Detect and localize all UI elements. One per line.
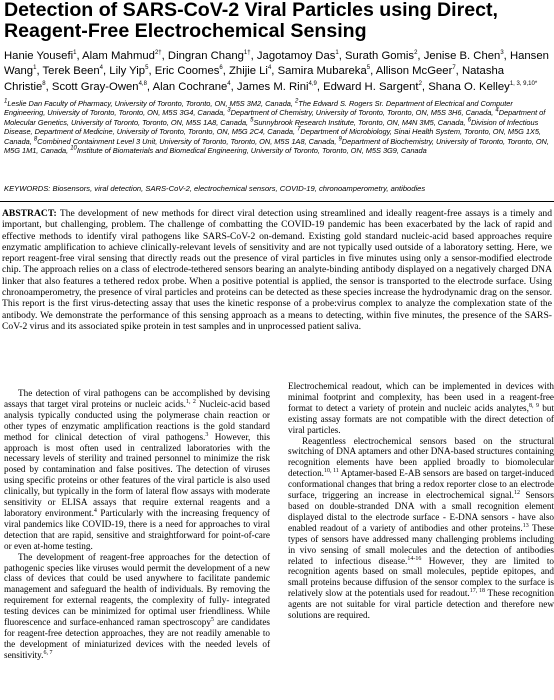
author-affiliation-mark: 2† [154, 50, 162, 57]
author-affiliation-mark: 7 [452, 65, 456, 72]
author-list: Hanie Yousefi$^1$, Alam Mahmud$^{2\dagger}$, Dingran Chang$^{1\dagger}$, Jagotamoy Das$^1$, Surath Gomis$^2$, Jenise B. Chen$^3$, Hansen Wang$^1$, Terek Been$^4$, Lily Yip$^5$, Eric Coomes$^6$, Zhijie Li$^4$, Samira Mubareka$^5$, Allison McGeer$^7$, Natasha Christie$^8$, Scott Gray-Owen$^{4,8}$, Alan Cochrane$^4$, James M. Rini$^{4,9}$, Edward H. Sargent$^2$, Shana O. Kelley$^{1, 3, 9,10*}$ [4, 50, 549, 93]
body-paragraph: The detection of viral pathogens can be accomplished by devising assays that target viral proteins or nucleic acids.$^{1, 2}$ Nucleic-acid based analysis typically conducted using the polymerase chain reaction or other types of enzymatic amplification reactions is the gold standard method for clinical detection of viral pathogens.$^3$ However, this approach is most often used in centralized laboratories with the necessary levels of sterility and trained personnel to minimize the risk posed by contamination and false positives. The detection of viruses using specific proteins or other features of the viral particle is also used clinically, but typically in the form of lateral flow assays with moderate sensitivity or ELISA assays that require external reagents and a laboratory environment.$^4$ Particularly with the increasing frequency of viral pandemics like COVID-19, there is a need for approaches to viral detection that are rapid, sensitive and straightforward for point-of-care or even at-home testing. [4, 388, 271, 551]
body-paragraph: Reagentless electrochemical sensors based on the structural switching of DNA aptamers and other DNA-based structures containing recognition elements have been applied broadly to biomolecular detection.$^{10, 11}$ Aptamer-based E-AB sensors are based on target-induced conformational changes that bring a redox reporter close to an electrode surface, triggering an increase in electrochemical signal.$^{12}$ Sensors based on double-stranded DNA with a small recognition element displayed distal to the electrode surface - E-DNA sensors - have also enabled readout of a variety of antibodies and other proteins.$^{13}$ These types of sensors have addressed many challenging problems including in vivo sensing of small molecules and the detection of antibodies related to infectious disease.$^{14-16}$ However, they are limited to recognition agents based on small molecules, peptide epitopes, and small proteins because diffusion of the sensor complex to the surface is relatively slow at the potentials used for readout.$^{17, 18}$ These recognition agents are not suitable for viral particle detection and therefore new solutions are required. [288, 435, 554, 621]
author-affiliation-mark: 1 [73, 50, 77, 57]
author-affiliation-mark: 4,9 [308, 81, 317, 88]
author-affiliation-mark: 5 [366, 65, 371, 72]
author-name: Hansen Wang [4, 50, 549, 78]
author-name: Samira Mubareka [277, 65, 367, 78]
affiliation-number: 9 [338, 136, 342, 143]
author-affiliation-mark: 6 [219, 65, 223, 72]
abstract-text: The development of new methods for direct viral detection using streamlined and ideally reagent-free assays is a timely and important, but challenging, problem. The challenge of combatting the COVID-19 pandemic has been exacerbated by the lack of rapid and effective methods to identify viral pathogens like SARS-CoV-2 on-demand. Existing gold standard nucleic-acid based approaches require enzymatic amplification to achieve clinically-relevant levels of sensitivity and are not typically used outside of a laboratory setting. Here, we report reagent-free viral sensing that directly reads out the presence of viral particles in five minutes using only a sensor-modified electrode chip. The approach relies on a class of electrode-tethered sensors bearing an analyte-binding antibody displayed on a negatively charged DNA linker that also features a tethered redox probe. When a positive potential is applied, the sensor is transported to the electrode surface. Using chronoamperometry, the presence of viral particles and proteins can be detected as these species increase the hydrodynamic drag on the sensor. This report is the first virus-detecting assay that uses the kinetic response of a probe:virus complex to analyze the complexation state of the antibody. We demonstrate the performance of this sensing approach as a means to detecting, within five minutes, the presence of the SARS-CoV-2 virus and its associated spike protein in test samples and in unprocessed patient saliva. [2, 208, 552, 332]
affiliation-text: Department of Microbiology, Sinai Health System, Toronto, ON, M5G 1X5, Canada, [4, 127, 541, 146]
affiliation-number: 7 [297, 126, 301, 133]
abstract [2, 208, 552, 332]
author-affiliation-mark: 1 [335, 50, 339, 57]
affiliation-text: Institute of Biomaterials and Biomedical Engineering, University of Toronto, Toronto, ON, M5S 3G9, Canada [76, 146, 427, 156]
author-name: Dingran Chang [167, 50, 244, 62]
author-affiliation-mark: 4 [227, 81, 231, 88]
body-column-right [288, 381, 554, 621]
keywords: KEYWORDS: Biosensors, viral detection, SARS-CoV-2, electrochemical sensors, COVID-19, chronoamperometry, antibodies [4, 184, 426, 193]
author-affiliation-mark: 4,8 [138, 81, 147, 88]
affiliation-number: 3 [227, 107, 231, 114]
affiliation-text: Department of Chemistry, University of Toronto, Toronto, ON, M5S 3H6, Canada, [230, 108, 496, 118]
author-name: Zhijie Li [229, 65, 268, 78]
author-affiliation-mark: 1 [33, 65, 37, 72]
author-name: Allison McGeer [375, 65, 453, 78]
body-paragraph: The development of reagent-free approaches for the detection of pathogenic species like viruses would permit the development of a new class of devices that could be used anywhere to facilitate pandemic management and safeguard the health of individuals. By removing the requirement for external reagents, the complexity of fully- integrated testing devices can be minimized for optimal user friendliness. While fluorescence and surface-enhanced raman spectroscopy$^5$ are candidates for reagent-free detection approaches, they are not readily amenable to the development of miniaturized devices with the needed levels of sensitivity.$^{6, 7}$ [4, 551, 270, 660]
author-affiliation-mark: 5 [145, 65, 149, 72]
author-name: Terek Been [42, 65, 100, 78]
author-name: Jagotamoy Das [256, 50, 336, 62]
author-affiliation-mark: 4 [99, 65, 104, 72]
author-name: Jenise B. Chen [423, 50, 501, 62]
affiliation-number: 2 [294, 98, 299, 105]
affiliations [4, 99, 550, 155]
author-affiliation-mark: 8 [42, 81, 46, 88]
affiliation-text: Department of Biochemistry, University of Toronto, Toronto, ON, M5G 1M1, Canada, [4, 136, 549, 156]
author-affiliation-mark: 1† [243, 50, 251, 57]
author-name: Lily Yip [109, 65, 146, 78]
affiliation-number: 10 [70, 145, 77, 152]
author-name: Alan Cochrane [152, 80, 228, 93]
affiliation-number: 6 [467, 117, 471, 124]
author-name: Edward H. Sargent [323, 80, 419, 93]
affiliation-text: Sunnybrook Research Institute, Toronto, ON, M4N 3M5, Canada, [253, 117, 468, 127]
author-name: James M. Rini [236, 80, 309, 93]
paper-title: Detection of SARS-CoV-2 Viral Particles using Direct, Reagent-Free Electrochemical Sensing [4, 0, 498, 42]
affiliation-number: 1 [4, 98, 8, 105]
affiliation-text: The Edward S. Rogers Sr. Department of Electrical and Computer Engineering, University of Toronto, Toronto, ON, M5S 3G4, Canada, [4, 99, 513, 118]
section-divider [0, 201, 554, 202]
body-paragraph: Electrochemical readout, which can be implemented in devices with minimal footprint and complexity, has been used in a reagent-free format to detect a variety of protein and nucleic acids analytes,$^{8, 9}$ but existing assay formats are not compatible with the direct detection of viral particles. [288, 381, 554, 435]
body-column-left [4, 388, 270, 661]
author-name: Scott Gray-Owen [51, 80, 139, 93]
author-affiliation-mark: 3 [500, 50, 504, 57]
abstract-label: ABSTRACT: [2, 208, 57, 219]
affiliation-number: 8 [33, 136, 38, 143]
affiliation-number: 4 [495, 107, 499, 114]
author-affiliation-mark: 2 [418, 81, 422, 88]
author-name: Hanie Yousefi [4, 50, 74, 62]
author-name: Shana O. Kelley [428, 80, 510, 93]
author-name: Eric Coomes [154, 65, 220, 78]
author-affiliation-mark: 1, 3, 9,10* [509, 81, 538, 88]
affiliation-number: 5 [250, 117, 254, 124]
author-name: Surath Gomis [345, 50, 415, 62]
affiliation-text: Combined Containment Level 3 Unit, University of Toronto, Toronto, ON, M5S 1A8, Canada, [37, 136, 339, 146]
affiliation-text: Division of Infectious Disease, Department of Medicine, University of Toronto, Toronto, ON, M5G 2C4, Canada, [4, 117, 539, 137]
affiliation-text: Leslie Dan Faculty of Pharmacy, University of Toronto, Toronto, ON, M5S 3M2, Canada, [7, 99, 295, 108]
author-name: Natasha Christie [4, 65, 505, 93]
affiliation-text: Department of Molecular Genetics, University of Toronto, Toronto, ON, M5S 1A8, Canada, [4, 108, 546, 127]
author-affiliation-mark: 4 [267, 65, 272, 72]
author-affiliation-mark: 2 [414, 50, 418, 57]
author-name: Alam Mahmud [82, 50, 155, 62]
